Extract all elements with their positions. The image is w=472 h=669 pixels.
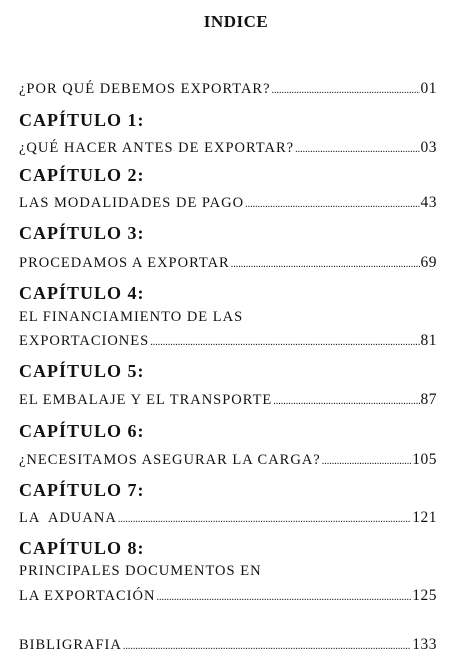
page-title: INDICE — [203, 12, 269, 31]
toc-entry-text: LA EXPORTACIÓN — [19, 588, 156, 604]
toc-entry-documentos-exportacion — [19, 587, 437, 605]
chapter-heading-7: CAPÍTULO 7: — [19, 480, 145, 500]
dot-leader — [156, 592, 411, 603]
toc-entry-procedamos-a-exportar — [19, 254, 437, 272]
toc-page-number: 105 — [412, 451, 437, 468]
toc-page-number: 01 — [420, 80, 437, 97]
toc-entry-modalidades-de-pago — [19, 194, 437, 212]
toc-entry-embalaje-transporte — [19, 391, 437, 409]
dot-leader — [272, 85, 420, 96]
dot-leader — [123, 641, 411, 652]
toc-page-number: 43 — [420, 194, 437, 211]
chapter-heading-2: CAPÍTULO 2: — [19, 165, 145, 185]
dot-leader — [295, 144, 419, 155]
toc-entry-text: LA ADUANA — [19, 510, 117, 526]
dot-leader — [273, 396, 419, 407]
toc-entry-por-que-exportar — [19, 80, 437, 98]
dot-leader — [322, 456, 412, 467]
toc-entry-text: EXPORTACIONES — [19, 333, 150, 349]
toc-entry-text: ¿QUÉ HACER ANTES DE EXPORTAR? — [19, 140, 295, 156]
toc-entry-text: LAS MODALIDADES DE PAGO — [19, 195, 245, 211]
toc-entry-text: ¿NECESITAMOS ASEGURAR LA CARGA? — [19, 452, 321, 468]
toc-page-number: 133 — [412, 636, 437, 653]
chapter-heading-8: CAPÍTULO 8: — [19, 538, 145, 558]
toc-entry-aduana — [19, 509, 437, 527]
toc-entry-text-line1: EL FINANCIAMIENTO DE LAS — [19, 309, 244, 325]
toc-page-number: 81 — [420, 332, 437, 349]
toc-entry-bibliografia — [19, 636, 437, 654]
toc-page-number: 03 — [420, 139, 437, 156]
chapter-heading-6: CAPÍTULO 6: — [19, 421, 145, 441]
toc-entry-text: ¿POR QUÉ DEBEMOS EXPORTAR? — [19, 81, 271, 97]
toc-entry-financiamiento — [19, 332, 437, 350]
toc-page-number: 125 — [412, 587, 437, 604]
toc-entry-antes-de-exportar — [19, 139, 437, 157]
toc-entry-asegurar-carga — [19, 451, 437, 469]
toc-entry-text: EL EMBALAJE Y EL TRANSPORTE — [19, 392, 273, 408]
dot-leader — [150, 337, 419, 348]
chapter-heading-3: CAPÍTULO 3: — [19, 223, 145, 243]
dot-leader — [245, 199, 419, 210]
toc-entry-text-line1: PRINCIPALES DOCUMENTOS EN — [19, 563, 262, 579]
chapter-heading-1: CAPÍTULO 1: — [19, 110, 145, 130]
chapter-heading-5: CAPÍTULO 5: — [19, 361, 145, 381]
toc-page-number: 87 — [420, 391, 437, 408]
dot-leader — [231, 259, 420, 270]
toc-page-number: 69 — [420, 254, 437, 271]
toc-page-number: 121 — [412, 509, 437, 526]
toc-entry-text: PROCEDAMOS A EXPORTAR — [19, 255, 230, 271]
dot-leader — [118, 514, 411, 525]
chapter-heading-4: CAPÍTULO 4: — [19, 283, 145, 303]
toc-entry-text: BIBLIGRAFIA — [19, 637, 122, 653]
